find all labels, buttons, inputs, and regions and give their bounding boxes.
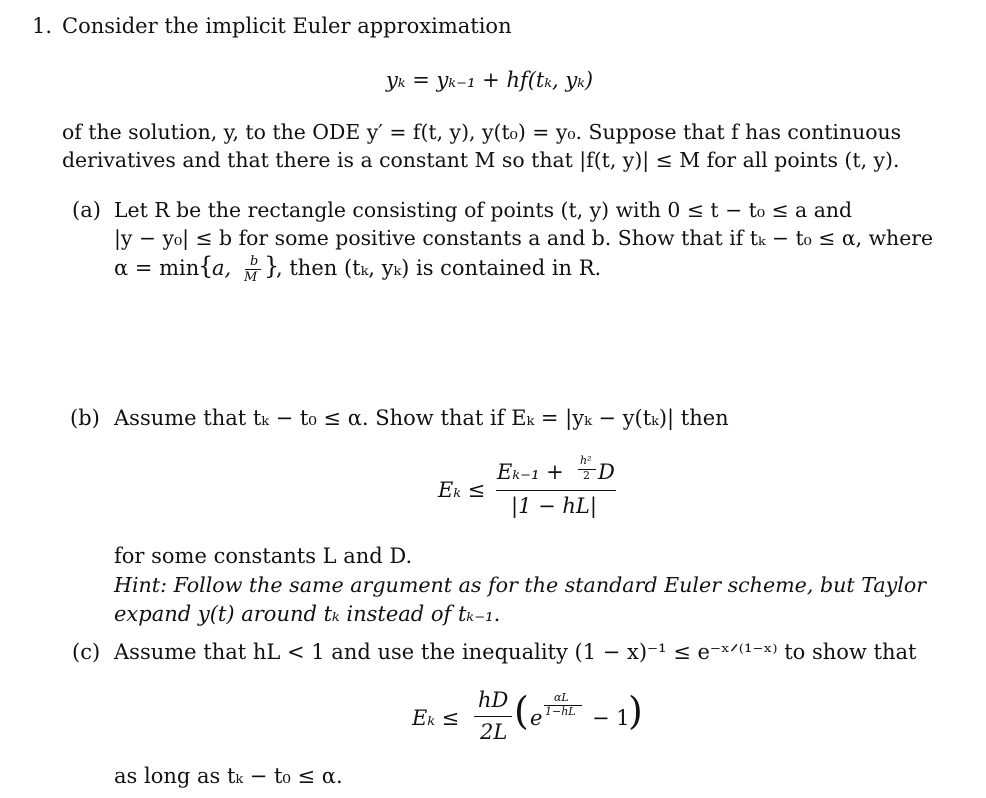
- part-c-frac-num: hD: [478, 688, 509, 712]
- part-b-num-pre: Eₖ₋₁ +: [497, 460, 564, 484]
- min-brace-close: }: [264, 252, 280, 280]
- part-b-line1: Assume that tₖ − t₀ ≤ α. Show that if Eₖ = |yₖ − y(tₖ)| then: [114, 406, 729, 430]
- part-c-lhs: Eₖ ≤: [412, 706, 460, 730]
- part-c-frac-den: 2L: [480, 720, 508, 744]
- min-frac-den: M: [244, 270, 258, 285]
- part-c-label: (c): [72, 640, 101, 664]
- scheme-equation: yₖ = yₖ₋₁ + hf(tₖ, yₖ): [386, 68, 594, 92]
- part-a-label: (a): [72, 198, 101, 222]
- part-b-hint2: expand y(t) around tₖ instead of tₖ₋₁.: [114, 602, 501, 626]
- problem-desc-line1: of the solution, y, to the ODE y′ = f(t, y), y(t₀) = y₀. Suppose that f has continuous: [62, 120, 902, 144]
- part-a-line2: |y − y₀| ≤ b for some positive constants a and b. Show that if tₖ − t₀ ≤ α, where: [114, 226, 934, 250]
- part-c-exp-num: αL: [554, 691, 569, 704]
- part-b-hint1: Hint: Follow the same argument as for the standard Euler scheme, but Taylor: [114, 573, 927, 597]
- part-c-frac-bar: [474, 716, 512, 717]
- problem-intro: Consider the implicit Euler approximation: [62, 14, 512, 38]
- part-c-line1: Assume that hL < 1 and use the inequality (1 − x)⁻¹ ≤ e⁻ˣᐟ⁽¹⁻ˣ⁾ to show that: [114, 640, 917, 664]
- part-b-label: (b): [70, 406, 100, 430]
- part-c-paren-open: (: [514, 689, 529, 733]
- part-c-exp-den: 1−hL: [545, 705, 576, 718]
- part-c-e: e: [530, 706, 543, 730]
- min-frac-num: b: [250, 254, 259, 269]
- part-b-num-D: D: [598, 460, 615, 484]
- part-c-minus-one: − 1: [592, 706, 630, 730]
- part-a-line1: Let R be the rectangle consisting of points (t, y) with 0 ≤ t − t₀ ≤ a and: [114, 198, 853, 222]
- part-a-line3-post: , then (tₖ, yₖ) is contained in R.: [276, 256, 602, 280]
- min-arg-a: a,: [212, 256, 232, 280]
- part-b-lhs: Eₖ ≤: [438, 478, 486, 502]
- part-b-after: for some constants L and D.: [114, 544, 413, 568]
- part-b-den: |1 − hL|: [511, 494, 597, 518]
- part-a-line3-pre: α = min: [114, 256, 200, 280]
- part-b-num-2: 2: [583, 469, 590, 482]
- part-b-num-h2: h²: [580, 454, 592, 467]
- problem-desc-line2: derivatives and that there is a constant M so that |f(t, y)| ≤ M for all points (t, y).: [62, 148, 900, 172]
- problem-number: 1.: [32, 14, 53, 38]
- part-c-paren-close: ): [628, 689, 643, 733]
- part-b-frac-bar: [496, 490, 616, 491]
- min-brace-open: {: [198, 252, 214, 280]
- part-c-last: as long as tₖ − t₀ ≤ α.: [114, 764, 343, 788]
